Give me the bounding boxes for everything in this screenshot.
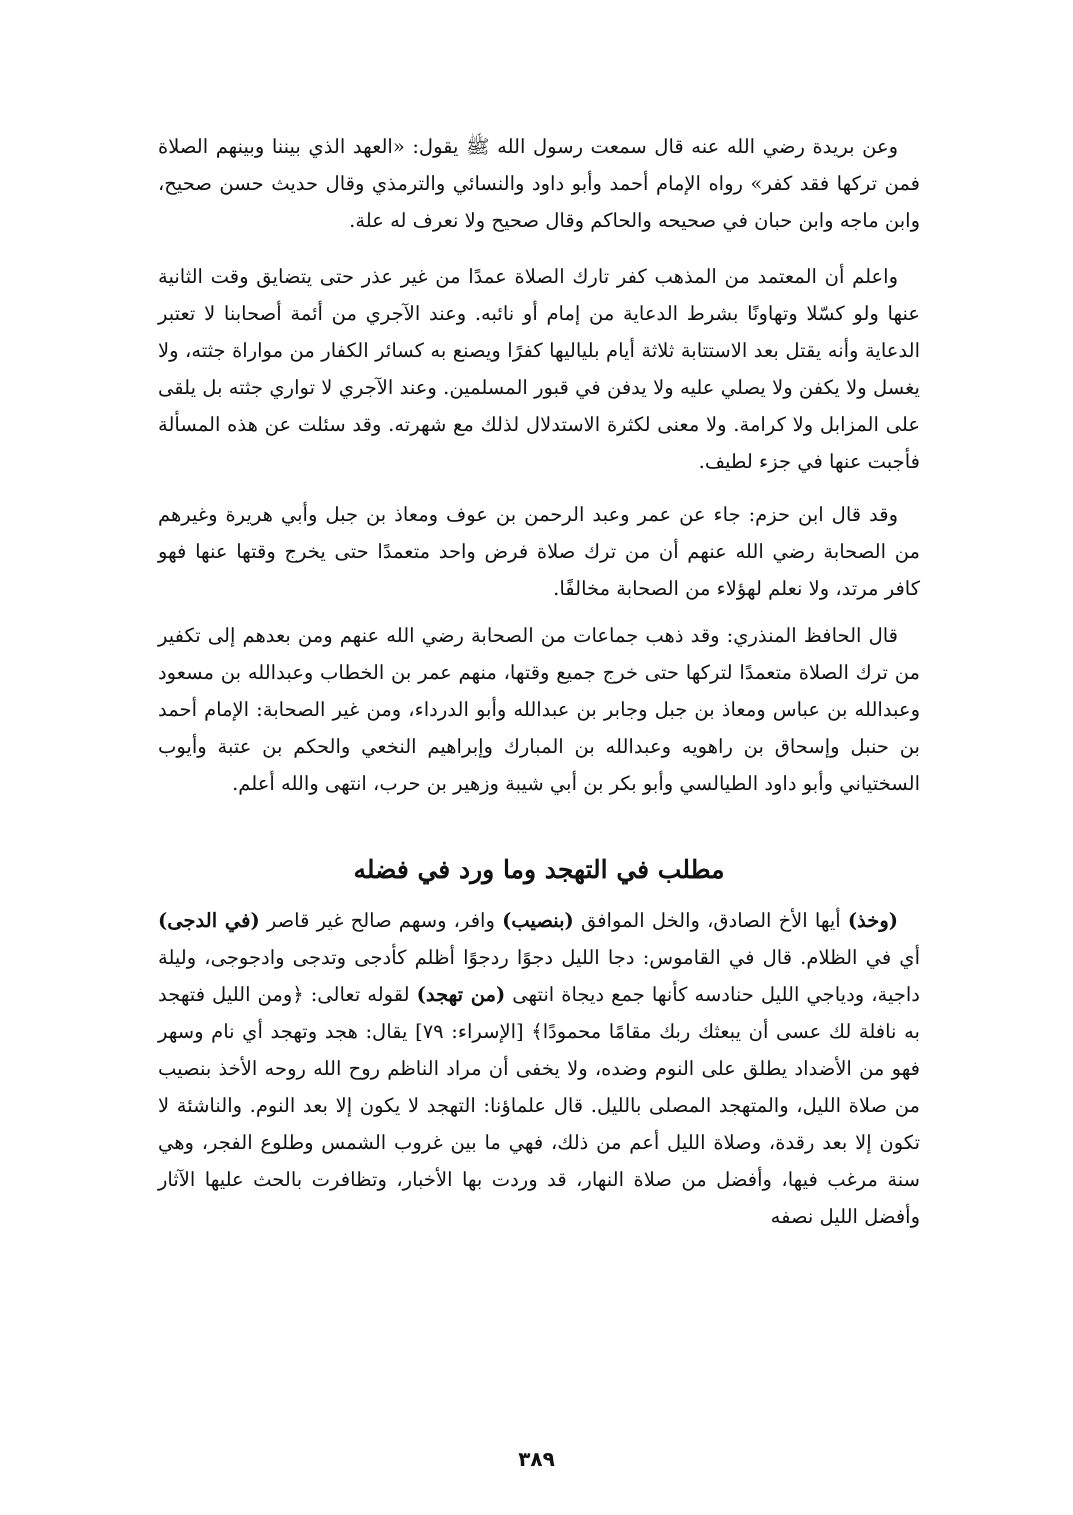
section-heading: مطلب في التهجد وما ورد في فضله xyxy=(353,855,725,884)
bold-term-man-tahajjad: (من تهجد) xyxy=(416,983,506,1006)
bold-term-fi-ad-duja: (في الدجى) xyxy=(158,909,260,932)
text-segment: أي في الظلام. قال في القاموس: دجا الليل دجوًا ردجوًا أظلم كأدجى وتدجى وادجوجى، وليلة داجية، ودياجي الليل حنادسه كأنها جمع ديجاة انتهى xyxy=(158,946,920,1006)
paragraph-tahajjud-explanation xyxy=(158,902,920,1235)
bold-term-bi-nasib: (بنصيب) xyxy=(502,909,574,932)
text-segment: وافر، وسهم صالح غير قاصر xyxy=(259,909,503,932)
bold-term-wa-khudh: (وخذ) xyxy=(847,909,898,932)
paragraph-ibn-hazm-quote: وقد قال ابن حزم: جاء عن عمر وعبد الرحمن بن عوف ومعاذ بن جبل وأبي هريرة وغيرهم من الصحابة رضي الله عنهم أن من ترك صلاة فرض واحد متعمدًا حتى يخرج وقتها عنها فهو كافر مرتد، ولا نعلم لهؤلاء من الصحابة مخالفًا. xyxy=(158,503,920,600)
paragraph-al-mundhiri-quote: قال الحافظ المنذري: وقد ذهب جماعات من الصحابة رضي الله عنهم ومن بعدهم إلى تكفير من ترك الصلاة متعمدًا لتركها حتى خرج جميع وقتها، منهم عمر بن الخطاب وعبدالله بن مسعود وعبدالله بن عباس ومعاذ بن جبل وجابر بن عبدالله وأبو الدرداء، ومن غير الصحابة: الإمام أحمد بن حنبل وإسحاق بن راهويه وعبدالله بن المبارك وإبراهيم النخعي والحكم بن عتبة وأيوب السختياني وأبو داود الطيالسي وأبو بكر بن أبي شيبة وزهير بن حرب، انتهى والله أعلم. xyxy=(158,624,920,795)
paragraph-buraida-hadith: وعن بريدة رضي الله عنه قال سمعت رسول الله ﷺ يقول: «العهد الذي بيننا وبينهم الصلاة فمن تركها فقد كفر» رواه الإمام أحمد وأبو داود والنسائي والترمذي وقال حديث حسن صحيح، وابن ماجه وابن حبان في صحيحه والحاكم وقال صحيح ولا نعرف له علة. xyxy=(158,135,920,232)
page-number: ٣٨٩ xyxy=(518,1447,555,1471)
text-segment: أيها الأخ الصادق، والخل الموافق xyxy=(573,909,848,932)
page-body xyxy=(158,128,920,1235)
paragraph-ruling-on-abandoning-prayer: واعلم أن المعتمد من المذهب كفر تارك الصلاة عمدًا من غير عذر حتى يتضايق وقت الثانية عنها ولو كسّلا وتهاونًا بشرط الدعاية من إمام أو نائبه. وعند الآجري من أئمة أصحابنا لا تعتبر الدعاية وأنه يقتل بعد الاستتابة ثلاثة أيام بلياليها كفرًا ويصنع به كسائر الكفار من مواراة جثته، ولا يغسل ولا يكفن ولا يصلي عليه ولا يدفن في قبور المسلمين. وعند الآجري لا تواري جثته بل يلقى على المزابل ولا كرامة. ولا معنى لكثرة الاستدلال لذلك مع شهرته. وقد سئلت عن هذه المسألة فأجبت عنها في جزء لطيف. xyxy=(158,265,920,473)
text-segment: لقوله تعالى: ﴿ومن الليل فتهجد به نافلة لك عسى أن يبعثك ربك مقامًا محمودًا﴾ [الإسراء: ٧٩] يقال: هجد وتهجد أي نام وسهر فهو من الأضداد يطلق على النوم وضده، ولا يخفى أن مراد الناظم روح الله روحه الأخذ بنصيب من صلاة الليل، والمتهجد المصلى بالليل. قال علماؤنا: التهجد لا يكون إلا بعد النوم. والناشئة لا تكون إلا بعد رقدة، وصلاة الليل أعم من ذلك، فهي ما بين غروب الشمس وطلوع الفجر، وهي سنة مرغب فيها، وأفضل من صلاة النهار، قد وردت بها الأخبار، وتظافرت بالحث عليها الآثار وأفضل الليل نصفه xyxy=(158,983,920,1228)
